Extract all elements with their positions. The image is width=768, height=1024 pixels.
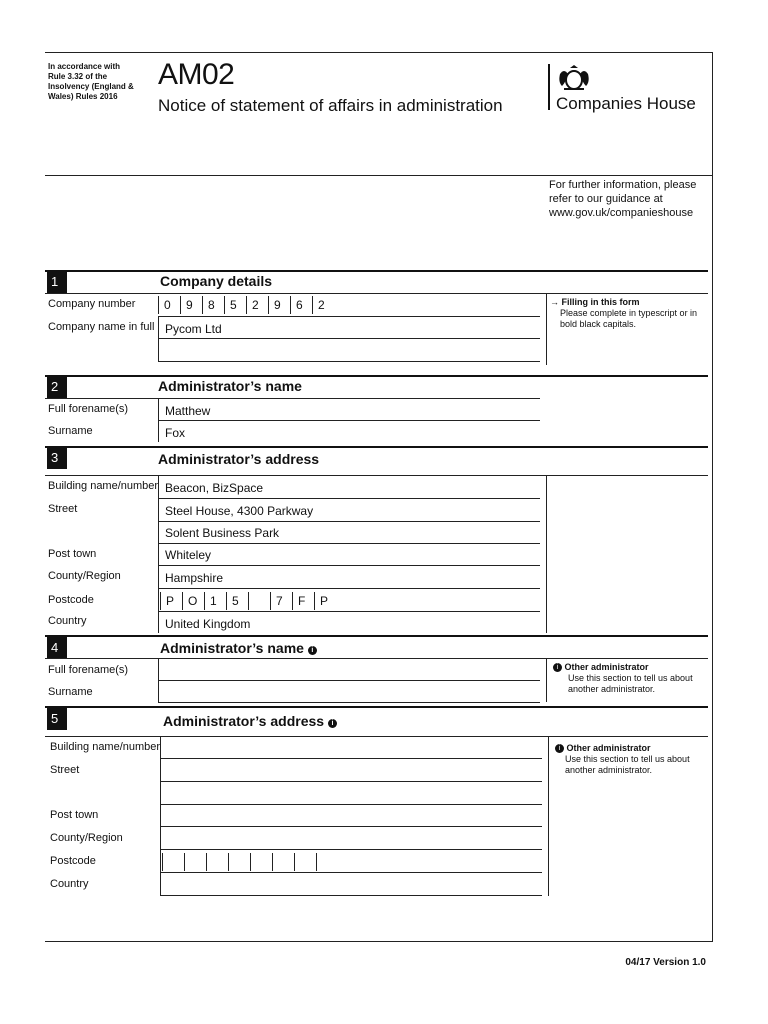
note-text: Use this section to tell us about (568, 673, 693, 683)
field-underline (158, 316, 540, 317)
character-box[interactable] (162, 853, 184, 871)
surname-field[interactable]: Fox (165, 426, 186, 440)
company-number-label: Company number (48, 298, 136, 310)
form-bottom-rule (45, 941, 713, 942)
character-box[interactable]: 7 (270, 592, 292, 610)
field-underline (158, 521, 540, 522)
section-4-subrule (45, 658, 708, 659)
forename-label: Full forename(s) (48, 664, 129, 676)
street-field-line-2[interactable] (160, 804, 542, 805)
character-box[interactable]: 0 (158, 296, 180, 314)
post-town-label: Post town (50, 809, 99, 821)
section-3-heading: Administrator’s address (158, 451, 320, 467)
note-title: Filling in this form (561, 297, 640, 307)
country-field[interactable] (160, 895, 542, 896)
country-label: Country (50, 878, 89, 890)
character-box[interactable]: 5 (226, 592, 248, 610)
character-box[interactable] (184, 853, 206, 871)
building-label: Building name/number (50, 741, 161, 753)
character-box[interactable]: 5 (224, 296, 246, 314)
note-title: Other administrator (564, 662, 649, 672)
character-box[interactable] (248, 592, 270, 610)
header-divider (45, 175, 713, 176)
building-field[interactable] (160, 758, 542, 759)
section-3-rule (45, 446, 708, 448)
note-text: Please complete in typescript or in (560, 308, 698, 318)
country-label: Country (48, 615, 87, 627)
county-label: County/Region (50, 832, 123, 844)
field-underline (158, 611, 540, 612)
note-title: Other administrator (566, 743, 651, 753)
character-box[interactable]: 6 (290, 296, 312, 314)
character-box[interactable] (206, 853, 228, 871)
info-icon: i (553, 663, 562, 672)
version-label: 04/17 Version 1.0 (625, 957, 706, 968)
county-field[interactable] (160, 849, 542, 850)
company-number-field[interactable] (158, 296, 334, 314)
street-label: Street (48, 503, 78, 515)
section-1-rule (45, 270, 708, 272)
field-underline (158, 361, 540, 362)
heading-text: Administrator’s address (163, 713, 325, 729)
postcode-field[interactable] (160, 592, 336, 610)
note-text: another administrator. (568, 684, 656, 694)
section-3-number: 3 (47, 447, 67, 469)
field-underline (158, 420, 540, 421)
county-label: County/Region (48, 570, 121, 582)
company-name-label: Company name in full (48, 321, 155, 333)
info-icon: i (555, 744, 564, 753)
building-field[interactable]: Beacon, BizSpace (165, 481, 264, 495)
section-2-subrule (45, 398, 540, 399)
guidance-link[interactable]: www.gov.uk/companieshouse (549, 207, 694, 219)
field-underline (158, 588, 540, 589)
guidance-line: For further information, please (549, 179, 697, 191)
guidance-text (549, 178, 696, 220)
field-underline (158, 338, 540, 339)
field-underline (160, 872, 542, 873)
arrow-right-icon: → (550, 297, 559, 307)
street-field-line-2[interactable]: Solent Business Park (165, 526, 280, 540)
character-box[interactable]: P (314, 592, 336, 610)
logo-divider (548, 64, 550, 110)
forename-field[interactable] (158, 680, 540, 681)
section-1-heading: Company details (160, 273, 273, 289)
legal-reference: In accordance with Rule 3.32 of the Insolvency (England & Wales) Rules 2016 (48, 62, 134, 101)
section-1-number: 1 (47, 271, 67, 293)
info-icon: i (328, 719, 337, 728)
surname-label: Surname (48, 686, 93, 698)
character-box[interactable] (316, 853, 338, 871)
county-field[interactable]: Hampshire (165, 571, 224, 585)
character-box[interactable] (272, 853, 294, 871)
character-box[interactable]: 8 (202, 296, 224, 314)
section-5-subrule (45, 736, 708, 737)
section-5-number: 5 (47, 708, 67, 730)
post-town-field[interactable]: Whiteley (165, 548, 212, 562)
country-field[interactable]: United Kingdom (165, 617, 251, 631)
forename-field[interactable]: Matthew (165, 404, 211, 418)
surname-label: Surname (48, 425, 93, 437)
note-text: another administrator. (565, 765, 653, 775)
section-2-number: 2 (47, 376, 67, 398)
field-underline (158, 565, 540, 566)
section-4-number: 4 (47, 637, 67, 659)
post-town-field[interactable] (160, 826, 542, 827)
section-5-rule (45, 706, 708, 708)
section-5-heading (163, 712, 337, 730)
company-name-field[interactable]: Pycom Ltd (165, 322, 222, 336)
character-box[interactable]: F (292, 592, 314, 610)
character-box[interactable] (228, 853, 250, 871)
field-left-edge (158, 317, 159, 361)
note-text: Use this section to tell us about (565, 754, 690, 764)
postcode-field[interactable] (162, 853, 338, 871)
character-box[interactable] (250, 853, 272, 871)
side-panel-edge (546, 293, 547, 365)
character-box[interactable]: 2 (246, 296, 268, 314)
form-code: AM02 (158, 58, 235, 91)
side-panel-edge (546, 475, 547, 633)
other-administrator-note (555, 743, 690, 776)
street-label: Street (50, 764, 80, 776)
section-2-heading: Administrator’s name (158, 378, 302, 394)
publisher-name: Companies House (556, 94, 696, 113)
street-field[interactable]: Steel House, 4300 Parkway (165, 504, 314, 518)
side-panel-edge (548, 736, 549, 896)
form-title: Notice of statement of affairs in administration (158, 96, 503, 115)
forename-label: Full forename(s) (48, 403, 129, 415)
character-box[interactable] (294, 853, 316, 871)
character-box[interactable]: 9 (268, 296, 290, 314)
character-box[interactable]: 1 (204, 592, 226, 610)
side-panel-edge (546, 658, 547, 702)
street-field[interactable] (160, 781, 542, 782)
surname-field[interactable] (158, 702, 540, 703)
heading-text: Administrator’s name (160, 640, 304, 656)
section-2-rule (45, 375, 708, 377)
field-underline (158, 498, 540, 499)
character-box[interactable]: O (182, 592, 204, 610)
field-underline (158, 543, 540, 544)
character-box[interactable]: P (160, 592, 182, 610)
section-4-heading (160, 639, 317, 657)
guidance-line: refer to our guidance at (549, 193, 663, 205)
note-text: bold black capitals. (560, 319, 637, 329)
building-label: Building name/number (48, 480, 159, 492)
post-town-label: Post town (48, 548, 97, 560)
character-box[interactable]: 9 (180, 296, 202, 314)
other-administrator-note (553, 662, 693, 695)
postcode-label: Postcode (50, 855, 96, 867)
character-box[interactable]: 2 (312, 296, 334, 314)
section-3-subrule (45, 475, 708, 476)
royal-crest-icon (556, 64, 592, 92)
filling-note (550, 297, 697, 330)
section-4-rule (45, 635, 708, 637)
info-icon: i (308, 646, 317, 655)
section-1-subrule (45, 293, 708, 294)
postcode-label: Postcode (48, 594, 94, 606)
